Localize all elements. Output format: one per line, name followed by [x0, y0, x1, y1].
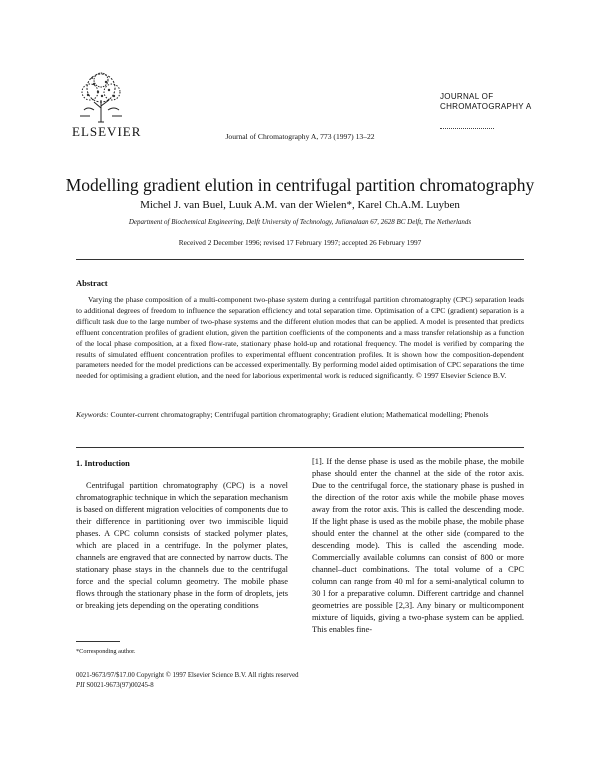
introduction-right-column: [1]. If the dense phase is used as the mobile phase, the mobile phase should enter the channel at the side of the rotor axis. Due to the centrifugal force, the stationary phase is pushed in the direction of the rotor axis while the mobile phase moves away from the rotor axis. This is called the descending mode. If the light phase is used as the mobile phase, the mobile phase should enter the channel at the other side (compared to the descending mode). This is called the ascending mode. Commercially available columns can consist of 800 or more channel–duct combinations. The total volume of a CPC column can range from 40 ml for a semi-analytical column to 30 l for a preparative column. Different cartridge and channel geometries are possible [2,3]. Any binary or multicomponent mixture of liquids, giving a two-phase system can be applied. This enables fine-: [312, 457, 524, 634]
introduction-heading: 1. Introduction: [76, 459, 130, 468]
journal-logo-divider: [440, 128, 494, 129]
article-authors: Michel J. van Buel, Luuk A.M. van der Wielen*, Karel Ch.A.M. Luyben: [140, 199, 460, 211]
article-title: Modelling gradient elution in centrifugal partition chromatography: [65, 175, 535, 195]
introduction-left-column: Centrifugal partition chromatography (CPC) is a novel chromatographic technique in which the separation mechanism is based on different migration velocities of components due to their difference in partitioning over two immiscible liquid phases. A CPC column consists of stacked polymer plates, which are placed in a centrifuge. In the polymer plates, channels are engraved that are connected by narrow ducts. The stationary phase stays in the channels due to the centrifugal force and the special column geometry. The mobile phase flows through the stationary phase in the form of droplets, jets or breaking jets depending on the operating conditions: [76, 481, 288, 610]
publisher-name: ELSEVIER: [72, 124, 142, 139]
pii-value: S0021-9673(97)00245-8: [84, 682, 154, 689]
pii-line: [76, 681, 299, 691]
pii-label: PII: [76, 682, 85, 689]
keywords-label: Keywords:: [76, 410, 109, 419]
keywords-list: Counter-current chromatography; Centrifugal partition chromatography; Gradient elution; Mathematical modelling; Phenols: [110, 410, 489, 419]
author-affiliation: Department of Biochemical Engineering, Delft University of Technology, Julianalaan 67, 2628 BC Delft, The Netherlands: [128, 218, 472, 226]
journal-reference: Journal of Chromatography A, 773 (1997) 13–22: [225, 132, 375, 141]
copyright-block: [76, 671, 299, 691]
abstract-top-rule: [76, 259, 524, 260]
journal-logo: [440, 92, 531, 112]
abstract-heading: Abstract: [76, 278, 108, 288]
journal-logo-line1: JOURNAL OF: [440, 92, 494, 101]
journal-logo-line2: CHROMATOGRAPHY A: [440, 102, 532, 111]
abstract-body: Varying the phase composition of a multi-component two-phase system during a centrifugal partition chromatography (CPC) separation leads to additional degrees of freedom to influence the separation efficiency and total separation time. Optimisation of a CPC (gradient) separation is a difficult task due to the large number of two-phase systems and the different elution modes that can be applied. A model is presented that predicts effluent concentration profiles of gradient elution, given the partition coefficients of the components and a mass transfer relationship as a function of the local phase composition, at a fixed flow-rate, stationary phase hold-up and rotational frequency. The model is verified by comparing the results of simulated effluent concentration profiles to experimental effluent concentration profiles. It is shown how the composition-dependent parameters needed for the model predictions can be accessed experimentally. By performing model aided optimisation of CPC separations the time needed for optimising a gradient elution, and the need for laborious experimental work is reduced significantly. © 1997 Elsevier Science B.V.: [76, 295, 524, 381]
received-dates: Received 2 December 1996; revised 17 February 1997; accepted 26 February 1997: [178, 238, 422, 247]
footnote-rule: [76, 641, 120, 642]
copyright-line: 0021-9673/97/$17.00 Copyright © 1997 Elsevier Science B.V. All rights reserved: [76, 672, 299, 679]
corresponding-author-footnote: *Corresponding author.: [76, 648, 136, 655]
elsevier-tree-logo-icon: [76, 70, 126, 124]
keywords: [76, 409, 524, 420]
abstract-bottom-rule: [76, 447, 524, 448]
